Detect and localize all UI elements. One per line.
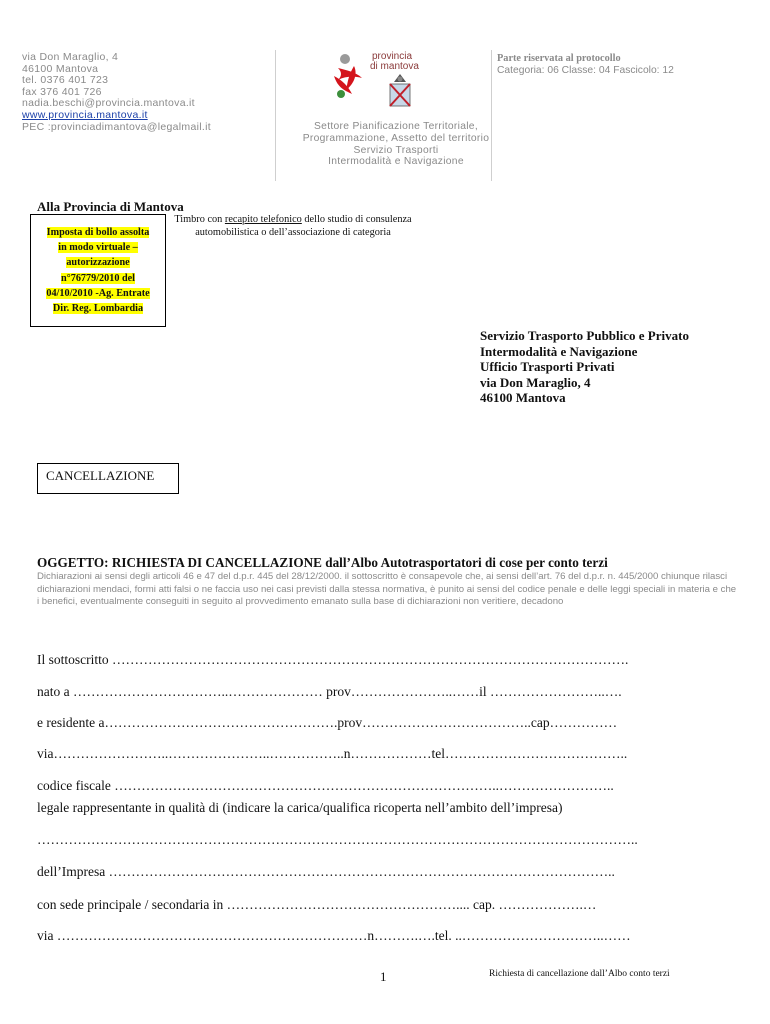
subject-heading: OGGETTO: RICHIESTA DI CANCELLAZIONE dall’Albo Autotrasportatori di cose per conto terzi	[37, 555, 608, 570]
settore-block	[280, 121, 512, 168]
recipient-line: Servizio Trasporto Pubblico e Privato	[480, 328, 689, 343]
cancellazione-box	[37, 463, 179, 494]
bollo-text	[39, 225, 157, 316]
contact-phone: tel. 0376 401 723	[22, 74, 109, 87]
field-impresa[interactable]: dell’Impresa …………………………………………………………………………………………………..	[37, 864, 615, 879]
provincia-logo	[332, 50, 428, 112]
logo-text-mantova: di mantova	[370, 61, 419, 72]
field-residenza[interactable]: e residente a…………………………………………….prov………………………………..cap……………	[37, 715, 618, 730]
field-legale-label: legale rappresentante in qualità di (indicare la carica/qualifica ricoperta nell’ambito dell’impresa)	[37, 800, 563, 815]
protocollo-block	[497, 53, 674, 77]
footer-text: Richiesta di cancellazione dall’Albo conto terzi	[489, 969, 670, 979]
field-sottoscritto[interactable]: Il sottoscritto …………………………………………………………………………………………………….	[37, 652, 629, 667]
field-carica[interactable]: ……………………………………………………………………………………………………………………..	[37, 832, 638, 847]
declaration-text: Dichiarazioni ai sensi degli articoli 46 e 47 del d.p.r. 445 del 28/12/2000. il sottoscritto è consapevole che, ai sensi dell’art. 76 del d.p.r. n. 445/2000 chiunque rilasci dichiarazioni mendaci, formi atti falsi o ne faccia uso nei casi previsti dalla stessa normativa, è punito ai sensi del codice penale e delle leggi speciali in materia e che i benefici, eventualmente conseguiti in seguito al provvedimento emanato sulla base di dichiarazioni non veritiere, decadono	[37, 571, 737, 608]
addressee: Alla Provincia di Mantova	[37, 199, 184, 214]
bollo-line: n°76779/2010 del	[61, 272, 135, 284]
field-via-sede[interactable]: via ……………………………………………………………n……….….tel. ..…………………………..……	[37, 928, 631, 943]
bollo-line: in modo virtuale –	[58, 242, 138, 254]
timbro-note	[172, 213, 414, 240]
bollo-line: Dir. Reg. Lombardia	[52, 303, 144, 315]
recipient-address	[480, 328, 689, 406]
contact-address: via Don Maraglio, 4	[22, 51, 119, 63]
settore-line: Servizio Trasporti	[353, 144, 439, 156]
contact-pec: PEC :provinciadimantova@legalmail.it	[22, 120, 211, 133]
field-codice-fiscale[interactable]: codice fiscale …………………………………………………………………………..……………………..	[37, 778, 614, 793]
header-divider-left	[275, 50, 276, 181]
logo-text-provincia: provincia	[372, 51, 413, 62]
recipient-line: Ufficio Trasporti Privati	[480, 359, 615, 374]
contact-email: nadia.beschi@provincia.mantova.it	[22, 97, 195, 110]
settore-line: Intermodalità e Navigazione	[328, 156, 464, 168]
contact-city: 46100 Mantova	[22, 62, 99, 75]
contact-info	[22, 52, 211, 133]
cancellazione-label: CANCELLAZIONE	[46, 468, 155, 483]
page-number: 1	[380, 969, 387, 984]
bollo-box	[30, 214, 166, 327]
timbro-underlined: recapito telefonico	[224, 214, 302, 225]
field-nascita[interactable]: nato a ……………………………..………………… prov…………………..……il ……………………..….	[37, 684, 622, 699]
timbro-text-end: dello studio di consulenza automobilistica o dell’associazione di categoria	[195, 214, 412, 239]
protocollo-detail: Categoria: 06 Classe: 04 Fascicolo: 12	[497, 65, 674, 76]
settore-line: Programmazione, Assetto del territorio	[302, 132, 490, 144]
timbro-text: Timbro con	[174, 214, 225, 225]
recipient-line: 46100 Mantova	[480, 390, 566, 405]
recipient-line: Intermodalità e Navigazione	[480, 343, 638, 359]
bollo-line: autorizzazione	[66, 257, 130, 269]
contact-fax: fax 376 401 726	[22, 85, 102, 98]
recipient-line: via Don Maraglio, 4	[480, 374, 591, 390]
protocollo-title: Parte riservata al protocollo	[497, 53, 621, 64]
field-via-tel[interactable]: via……………………..…………………..……………..n………………tel…………………………………..	[37, 746, 628, 761]
settore-line: Settore Pianificazione Territoriale,	[314, 121, 478, 132]
website-link[interactable]: www.provincia.mantova.it	[22, 108, 148, 121]
bollo-line: Imposta di bollo assolta	[46, 227, 150, 238]
bollo-line: 04/10/2010 -Ag. Entrate	[46, 287, 150, 299]
field-sede[interactable]: con sede principale / secondaria in …………………………………………….... cap. ……………….…	[37, 897, 597, 912]
